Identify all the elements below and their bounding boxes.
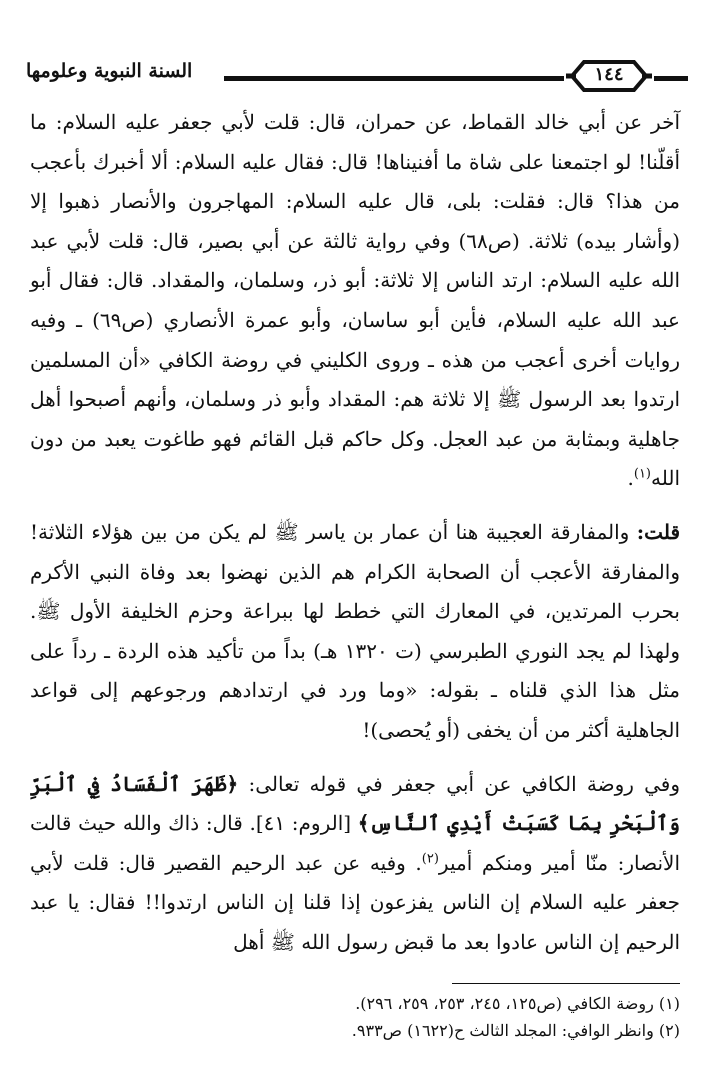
quran-verse: ﴿ظَهَرَ ٱلْفَسَادُ فِي ٱلْبَرِّ وَٱلْبَحْرِ بِمَا كَسَبَتْ أَيْدِي ٱلنَّاسِ﴾ [30,771,680,836]
paragraph-3-intro: وفي روضة الكافي عن أبي جعفر في قوله تعالى: [248,771,680,796]
header-rule [224,76,564,81]
running-header-title: السنة النبوية وعلومها [26,60,193,82]
paragraph-1 [30,103,680,499]
paragraph-3-text: [الروم: ٤١]. قال: ذاك والله حيث قالت الأنصار: منّا أمير ومنكم أمير [30,811,680,875]
paragraph-1-text: آخر عن أبي خالد القماط، عن حمران، قال: قلت لأبي جعفر عليه السلام: ما أقلّنا! لو اجتمعنا على شاة ما أفنيناها! قال: فقال عليه السلام: ألا أخبرك بأعجب من هذا؟ قال: فقلت: بلى، قال عليه السلام: المهاجرون والأنصار ذهبوا إلا (وأشار بيده) ثلاثة. (ص٦٨) وفي رواية ثالثة عن أبي بصير، قال: قلت لأبي عبد الله عليه السلام: ارتد الناس إلا ثلاثة: أبو ذر، وسلمان، والمقداد. قال: فقال أبو عبد الله عليه السلام، فأين أبو ساسان، وأبو عمرة الأنصاري (ص٦٩) ـ وفيه روايات أخرى أعجب من هذه ـ وروى الكليني في روضة الكافي «أن المسلمين ارتدوا بعد الرسول ﷺ إلا ثلاثة هم: المقداد وأبو ذر وسلمان، وأنهم أصبحوا أهل جاهلية وبمثابة من عبد العجل. وكل حاكم قبل القائم فهو طاغوت يعبد من دون الله [30,110,681,491]
footnote-1: (١) روضة الكافي (ص١٢٥، ٢٤٥، ٢٥٣، ٢٥٩، ٢٩٦). [355,994,680,1013]
paragraph-3-rest: . وفيه عن عبد الرحيم القصير قال: قلت لأبي جعفر عليه السلام إن الناس يفزعون إذا قلنا إن الناس ارتدوا!! فقال: يا عبد الرحيم إن الناس عادوا بعد ما قبض رسول الله ﷺ أهل [30,850,680,954]
footnote-ref-2: (٢) [421,851,439,867]
paragraph-2 [30,513,680,751]
footnotes [30,990,680,1044]
footnote-2: (٢) وانظر الوافي: المجلد الثالث ح(١٦٢٢) ص٩٣٣. [351,1021,680,1040]
running-header [26,52,686,96]
paragraph-3 [30,765,680,963]
paragraph-1-end: . [627,466,634,491]
page-number: ١٤٤ [594,64,624,85]
footnote-rule [452,983,680,984]
page-number-badge [566,56,652,96]
paragraph-2-lead: قلت: [636,519,680,544]
footnote-ref-1: (١) [633,466,651,482]
main-text [30,103,680,962]
paragraph-2-text: والمفارقة العجيبة هنا أن عمار بن ياسر ﷺ لم يكن من بين هؤلاء الثلاثة! والمفارقة الأعجب أن الصحابة الكرام هم الذين نهضوا بعد وفاة النبي الأكرم بحرب المرتدين، في المعارك التي خطط لها ببراعة وحزم الخليفة الأول ﷺ. ولهذا لم يجد النوري الطبرسي (ت ١٣٢٠ هـ) بداً من تأكيد هذه الردة ـ رداً على مثل هذا الذي قلناه ـ بقوله: «وما ورد في ارتدادهم ورجوعهم إلى قواعد الجاهلية أكثر من أن يخفى (أو يُحصى)! [30,519,680,742]
header-rule-right [654,76,688,81]
